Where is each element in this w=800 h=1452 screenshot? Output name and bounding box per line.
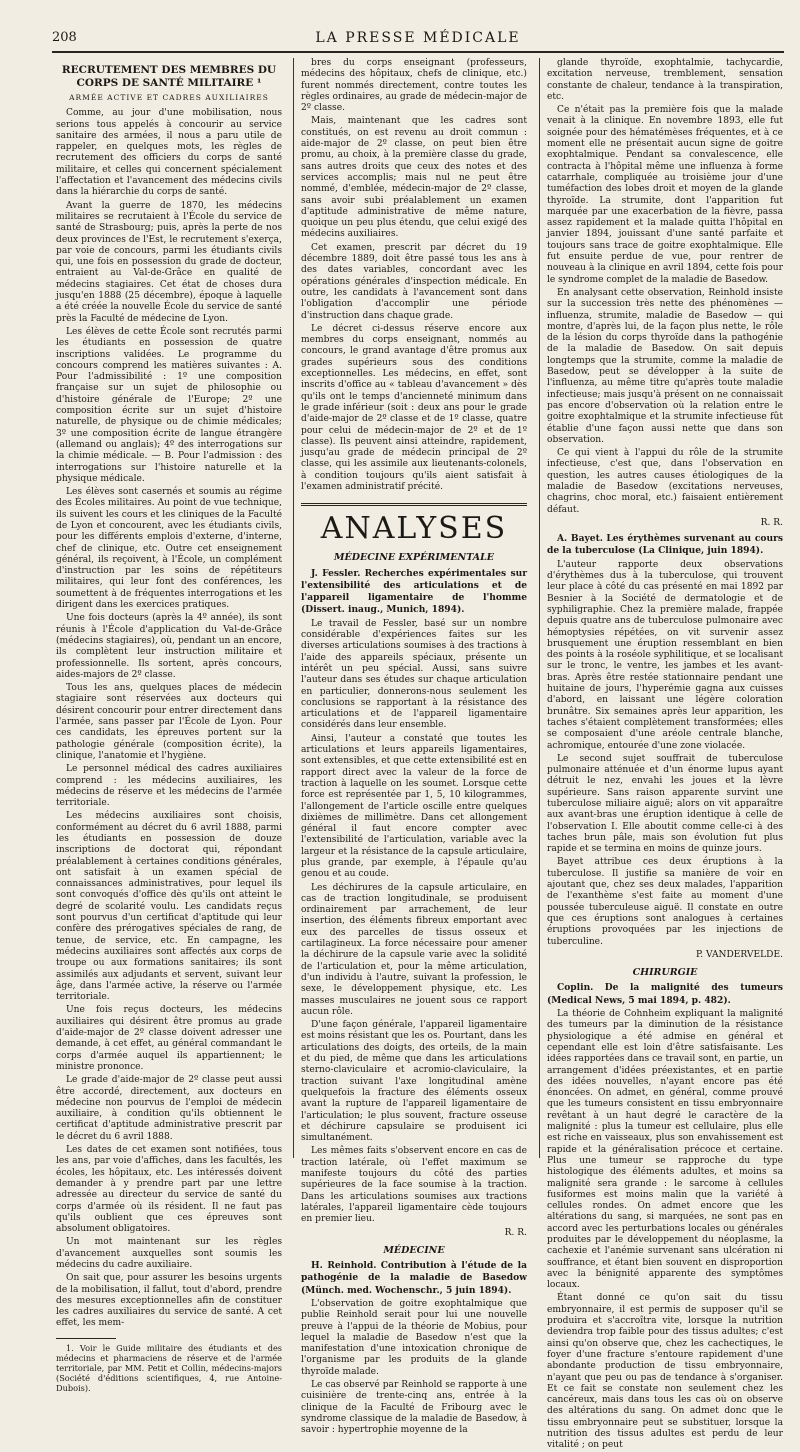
paragraph: Les médecins auxiliaires sont choisis, conformément au décret du 6 avril 1888, parmi les étudiants en possession de douze inscriptions de doctorat qui, répondant préalablement à certaines conditions générales, ont satisfait à un examen spécial de connaissances administratives, pour lequel ils sont convoqués d'office dès qu'ils ont atteint le degré de scolarité voulu. Les candidats reçus sont pourvus d'un certificat d'aptitude qui leur confère des prérogatives spéciales de rang, de tenue, de service, etc. En campagne, les médecins auxiliaires sont affectés aux corps de troupe ou aux formations sanitaires; ils sont assimilés aux adjudants et servent, suivant leur âge, dans l'armée active, la réserve ou l'armée territoriale. (56, 811, 282, 1003)
paragraph: Un mot maintenant sur les règles d'avancement auxquelles sont soumis les médecins du cadre auxiliaire. (56, 1237, 282, 1270)
paragraph: glande thyroïde, exophtalmie, tachycardie, excitation nerveuse, tremblement, sensation constante de chaleur, tendance à la transpiration, etc. (547, 58, 783, 102)
paragraph: On sait que, pour assurer les besoins urgents de la mobilisation, il fallut, tout d'abord, prendre des mesures exceptionnelles afin de constituer les cadres auxiliaires du service de santé. A cet effet, les mem- (56, 1273, 282, 1329)
paragraph: Avant la guerre de 1870, les médecins militaires se recrutaient à l'École du service de santé de Strasbourg; puis, après la perte de nos deux provinces de l'Est, le recrutement s'exerça, par voie de concours, parmi les étudiants civils qui, une fois en possession du grade de docteur, entraient au Val-de-Grâce en qualité de médecins stagiaires. Cet état de choses dura jusqu'en 1888 (25 décembre), époque à laquelle a été créée la nouvelle École du service de santé près la Faculté de médecine de Lyon. (56, 200, 282, 324)
paragraph: L'observation de goitre exophtalmique que publie Reinhold serait pour lui une nouvelle preuve à l'appui de la théorie de Mobius, pour lequel la maladie de Basedow n'est que la manifestation d'une intoxication chronique de l'organisme par les produits de la glande thyroïde malade. (301, 1298, 527, 1377)
paragraph: Mais, maintenant que les cadres sont constitués, on est revenu au droit commun : aide-major de 2º classe, on peut bien être promu, au choix, à la première classe du grade, sans autres droits que ceux des notes et des services accomplis; mais nul ne peut être nommé, d'emblée, médecin-major de 2º classe, sans avoir subi préalablement un examen d'aptitude administrative de même nature, quoique un peu plus étendu, que celui exigé des médecins auxiliaires. (301, 116, 527, 240)
author: Coplin. (557, 982, 594, 994)
paragraph: La théorie de Cohnheim expliquant la malignité des tumeurs par la diminution de la résistance physiologique a été admise en général et cependant elle est loin d'être satisfaisante. Les idées rapportées dans ce travail sont, en partie, un arrangement d'idées préexistantes, et en partie des idées nouvelles, n'ayant encore pas été énoncées. On admet, en général, comme prouvé que les tumeurs consistent en tissu embryonnaire revêtant à un haut degré le caractère de la malignité : plus la tumeur est cellulaire, plus elle est riche en vaisseaux, plus son envahissement est rapide et la généralisation précoce et certaine. Plus une tumeur se rapproche du type histologique des éléments adultes, et moins sa malignité sera grande : le sarcome à cellules fusiformes est moins malin que la variété à cellules rondes. On admet encore que les altérations du sang, si marquées, ne sont pas en accord avec les perturbations locales ou générales produites par le développement du néoplasme, la cachexie et l'anémie survenant sans ulcération ni souffrance, et étant bien souvent en disproportion avec la bénignité apparente des symptômes locaux. (547, 1009, 783, 1291)
paragraph: Les mêmes faits s'observent encore en cas de traction latérale, où l'effet maximum se manifeste toujours du côté des parties supérieures de la face soumise à la traction. Dans les articulations soumises aux tractions latérales, l'appareil ligamentaire cède toujours en premier lieu. (301, 1146, 527, 1225)
paragraph: D'une façon générale, l'appareil ligamentaire est moins résistant que les os. Pourtant, dans les articulations des doigts, des orteils, de la main et du pied, de même que dans les articulations sterno-claviculaire et acromio-claviculaire, la traction suivant l'axe longitudinal amène quelquefois la fracture des éléments osseux avant la rupture de l'appareil ligamentaire de l'articulation; le plus souvent, fracture osseuse et déchirure capsulaire se produisent ici simultanément. (301, 1020, 527, 1144)
column-divider (293, 58, 294, 1158)
paragraph: Ainsi, l'auteur a constaté que toutes les articulations et leurs appareils ligamentaires, sont extensibles, et que cette extensibilité est en rapport direct avec la valeur de la force de traction à laquelle on les soumet. Lorsque cette force est représentée par 1, 5, 10 kilogrammes, l'allongement de l'article oscille entre quelques dixièmes de millimètre. Dans cet allongement général il faut encore compter avec l'extensibilité de l'articulation, variable avec la largeur et la résistance de la capsule articulaire, plus grande, par exemple, à l'épaule qu'au genou et au coude. (301, 733, 527, 880)
column-2 (301, 58, 527, 1436)
abstract-heading (547, 533, 783, 558)
running-header (52, 30, 784, 50)
paragraph: Une fois docteurs (après la 4º année), ils sont réunis à l'École d'application du Val-de-Grâce (médecins stagiaires), où, pendant un an encore, ils complètent leur instruction militaire et professionnelle. Ils sortent, après concours, aides-majors de 2º classe. (56, 613, 282, 680)
paragraph: Les dates de cet examen sont notifiées, tous les ans, par voie d'affiches, dans les facultés, les écoles, les hôpitaux, etc. Les intéressés doivent demander à y prendre part par une lettre adressée au directeur du service de santé du corps d'armée où ils résident. Il ne faut pas qu'ils oublient que ces épreuves sont absolument obligatoires. (56, 1145, 282, 1235)
paragraph: En analysant cette observation, Reinhold insiste sur la succession très nette des phénomènes — influenza, strumite, maladie de Basedow — qui montre, d'après lui, de la façon plus nette, le rôle de la lésion du corps thyroïde dans la pathogénie de la maladie de Basedow. On sait depuis longtemps que la strumite, comme la maladie de Basedow, peut se développer à la suite de l'influenza, au même titre qu'après toute maladie infectieuse; mais jusqu'à présent on ne connaissait pas encore d'observation où la relation entre le goitre exophtalmique et la strumite infectieuse fût établie d'une façon aussi nette que dans son observation. (547, 287, 783, 445)
subsection-heading: MÉDECINE (383, 1244, 445, 1256)
header-rule (52, 51, 784, 53)
paragraph: Le personnel médical des cadres auxiliaires comprend : les médecins auxiliaires, les médecins de réserve et les médecins de l'armée territoriale. (56, 764, 282, 809)
paragraph: Les déchirures de la capsule articulaire, en cas de traction longitudinale, se produisent ordinairement par arrachement, de leur insertion, des éléments fibreux emportant avec eux des parcelles de tissus osseux et cartilagineux. La force nécessaire pour amener la déchirure de la capsule varie avec la solidité de l'articulation et, pour la même articulation, d'un individu à l'autre, suivant la profession, le sexe, le développement physique, etc. Les masses musculaires ne jouent sous ce rapport aucun rôle. (301, 882, 527, 1017)
paragraph: Une fois reçus docteurs, les médecins auxiliaires qui désirent être promus au grade d'aide-major de 2º classe doivent adresser une demande, à cet effet, au général commandant le corps d'armée auquel ils appartiennent; le ministre prononce. (56, 1005, 282, 1072)
paragraph: Le travail de Fessler, basé sur un nombre considérable d'expériences faites sur les diverses articulations soumises à des tractions à l'aide des appareils spéciaux, présente un intérêt un peu spécial. Aussi, sans suivre l'auteur dans ses études sur chaque articulation en particulier, donnerons-nous seulement les conclusions se rapportant à la résistance des articulations et de l'appareil ligamentaire considérés dans leur ensemble. (301, 618, 527, 731)
article-subheading: ARMÉE ACTIVE ET CADRES AUXILIAIRES (69, 93, 269, 102)
abstract-heading (547, 982, 783, 1007)
paragraph: Le grade d'aide-major de 2º classe peut aussi être accordé, directement, aux docteurs en médecine non pourvus de l'emploi de médecin auxiliaire, à condition qu'ils obtiennent le certificat d'aptitude administrative prescrit par le décret du 6 avril 1888. (56, 1075, 282, 1142)
page-number: 208 (52, 30, 77, 45)
paragraph: Le cas observé par Reinhold se rapporte à une cuisinière de trente-cinq ans, entrée à la clinique de la Faculté de Fribourg avec le syndrome classique de la maladie de Basedow, à savoir : hypertrophie moyenne de la (301, 1380, 527, 1436)
journal-title: LA PRESSE MÉDICALE (315, 30, 521, 46)
abstract-title: De la malignité des tumeurs (Medical News, 5 mai 1894, p. 482). (547, 982, 783, 1006)
column-3 (547, 58, 783, 1451)
section-rule (301, 503, 527, 506)
article-heading: RECRUTEMENT DES MEMBRES DU CORPS DE SANTÉ MILITAIRE ¹ (61, 64, 277, 89)
subsection-heading: MÉDECINE EXPÉRIMENTALE (333, 552, 495, 564)
paragraph: Les élèves sont casernés et soumis au régime des Écoles militaires. Au point de vue technique, ils suivent les cours et les cliniques de la Faculté de Lyon et concourent, avec les étudiants civils, pour les différents emplois d'externe, d'interne, chef de clinique, etc. Outre cet enseignement général, ils reçoivent, à l'École, un complément d'instruction par les soins de répétiteurs militaires, qui leur font des conférences, les soumettent à de fréquentes interrogations et les dirigent dans les exercices pratiques. (56, 487, 282, 611)
paragraph: Comme, au jour d'une mobilisation, nous serions tous appelés à concourir au service sanitaire des armées, il nous a paru utile de rappeler, en quelques mots, les règles de recrutement des officiers du corps de santé militaire, et celles qui concernent spécialement l'affectation et l'avancement des médecins civils dans la hiérarchie du corps de santé. (56, 108, 282, 198)
author: A. Bayet. (557, 533, 603, 545)
signature: P. VANDERVELDE. (695, 949, 783, 960)
paragraph: Bayet attribue ces deux éruptions à la tuberculose. Il justifie sa manière de voir en ajoutant que, chez ses deux malades, l'apparition de l'exanthème s'est faite au moment d'une poussée tuberculeuse aiguë. Il constate en outre que ces éruptions sont analogues à certaines éruptions provoquées par les injections de tuberculine. (547, 857, 783, 947)
paragraph: L'auteur rapporte deux observations d'érythèmes dus à la tuberculose, qui trouvent leur place à côté du cas présenté en mai 1892 par Besnier à la Société de dermatologie et de syphiligraphie. Chez la première malade, frappée depuis quatre ans de tuberculose pulmonaire avec hémoptysies répétées, on vit survenir assez brusquement une éruption ressemblant en bien des points à la roséole syphilitique, et se localisant sur le tronc, le ventre, les jambes et les avant-bras. Après être restée stationnaire pendant une huitaine de jours, l'hyperémie gagna aux cuisses d'abord, en laissant une légère coloration brunâtre. Six semaines après leur apparition, les taches s'étaient complètement transformées; elles se composaient d'une aréole centrale blanche, achromique, entourée d'une zone violacée. (547, 559, 783, 751)
paragraph: Le décret ci-dessus réserve encore aux membres du corps enseignant, nommés au concours, le grand avantage d'être promus aux grades supérieurs sous des conditions exceptionnelles. Les médecins, en effet, sont inscrits d'office au « tableau d'avancement » dès qu'ils ont le temps d'ancienneté minimum dans le grade inférieur (soit : deux ans pour le grade d'aide-major de 2º classe et de 1º classe, quatre pour celui de médecin-major de 2º et de 1º classe). Ils peuvent ainsi atteindre, rapidement, jusqu'au grade de médecin principal de 2º classe, qui les assimile aux lieutenants-colonels, à condition toujours qu'ils aient satisfait à l'examen administratif précité. (301, 323, 527, 492)
author: J. Fessler. (311, 567, 361, 579)
abstract-heading (301, 1260, 527, 1297)
paragraph: Étant donné ce qu'on sait du tissu embryonnaire, il est permis de supposer qu'il se produira et s'accroîtra vite, lorsque la nutrition deviendra trop faible pour des tissus adultes; c'est ainsi qu'on observe que, chez les cachectiques, le foyer d'une fracture s'entoure rapidement d'une abondante production de tissu embryonnaire, n'ayant que peu ou pas de tendance à s'organiser. Et ce fait se constate non seulement chez les cancéreux, mais dans tous les cas où on observe des altérations du sang. On admet donc que le tissu embryonnaire peut se substituer, lorsque la nutrition des tissus adultes est perdu de leur vitalité ; on peut (547, 1293, 783, 1451)
author: H. Reinhold. (311, 1260, 377, 1272)
paragraph: Tous les ans, quelques places de médecin stagiaire sont réservées aux docteurs qui désirent concourir pour entrer directement dans l'armée, sans passer par l'École de Lyon. Pour ces candidats, les épreuves portent sur la pathologie générale (composition écrite), la clinique, l'anatomie et l'hygiène. (56, 683, 282, 761)
paragraph: Cet examen, prescrit par décret du 19 décembre 1889, doit être passé tous les ans à des dates variables, concordant avec les opérations générales d'inspection médicale. En outre, les candidats à l'avancement sont dans l'obligation d'accomplir une période d'instruction dans chaque grade. (301, 242, 527, 321)
column-divider (539, 58, 540, 1158)
section-title: ANALYSES (320, 511, 508, 547)
paragraph: Le second sujet souffrait de tuberculose pulmonaire atténuée et d'un énorme lupus ayant détruit le nez, envahi les joues et la lèvre supérieure. Sans raison apparente survint une tuberculose miliaire aiguë; alors on vit apparaître aux avant-bras une éruption identique à celle de l'observation I. Elle aboutit comme celle-ci à des taches brun pâle, mais son évolution fut plus rapide et se termina en moins de quinze jours. (547, 753, 783, 855)
paragraph: Ce qui vient à l'appui du rôle de la strumite infectieuse, c'est que, dans l'observation en question, les autres causes étiologiques de la maladie de Basedow (excitations nerveuses, chagrins, choc moral, etc.) faisaient entièrement défaut. (547, 448, 783, 515)
abstract-title: Les érythèmes survenant au cours de la tuberculose (La Clinique, juin 1894). (547, 533, 783, 557)
abstract-title: Recherches expérimentales sur l'extensibilité des articulations et de l'appareil ligamentaire de l'homme (Dissert. inaug., Munich, 1894). (301, 567, 527, 616)
paragraph: bres du corps enseignant (professeurs, médecins des hôpitaux, chefs de clinique, etc.) furent nommés directement, contre toutes les règles ordinaires, au grade de médecin-major de 2º classe. (301, 58, 527, 114)
signature: R. R. (504, 1227, 527, 1238)
column-1 (56, 58, 282, 1393)
abstract-heading (301, 568, 527, 617)
footnote: 1. Voir le Guide militaire des étudiants et des médecins et pharmaciens de réserve et de l'armée territoriale, par MM. Petit et Collin, médecins-majors (Société d'éditions scientifiques, 4, rue Antoine-Dubois). (56, 1342, 282, 1393)
paragraph: Les élèves de cette École sont recrutés parmi les étudiants en possession de quatre inscriptions validées. Le programme du concours comprend les matières suivantes : A. Pour l'admissibilité : 1º une composition française sur un sujet de philosophie ou d'histoire générale de l'Europe; 2º une composition écrite sur un sujet d'histoire naturelle, de physique ou de chimie médicales; 3º une composition écrite de langue étrangère (allemand ou anglais); 4º des interrogations sur la chimie médicale. — B. Pour l'admission : des interrogations sur l'histoire naturelle et la physique médicale. (56, 326, 282, 484)
abstract-title: Contribution à l'étude de la pathogénie de la maladie de Basedow (Münch. med. Wochenschr., 5 juin 1894). (301, 1260, 527, 1296)
subsection-heading: CHIRURGIE (632, 967, 698, 979)
paragraph: Ce n'était pas la première fois que la malade venait à la clinique. En novembre 1893, elle fut soignée pour des hématémèses fréquentes, et à ce moment elle ne présentait aucun signe de goitre exophtalmique. Pendant sa convalescence, elle contracta à l'hôpital même une influenza à forme catarrhale, compliquée au troisième jour d'une tuméfaction des lobes droit et moyen de la glande thyroïde. La strumite, dont l'apparition fut marquée par une exacerbation de la fièvre, passa assez rapidement et la malade quitta l'hôpital en janvier 1894, jouissant d'une santé parfaite et toujours sans trace de goitre exophtalmique. Elle fut ensuite perdue de vue, pour rentrer de nouveau à la clinique en avril 1894, cette fois pour le syndrome complet de la maladie de Basedow. (547, 105, 783, 285)
signature: R. R. (760, 517, 783, 528)
footnote-rule (56, 1338, 116, 1339)
